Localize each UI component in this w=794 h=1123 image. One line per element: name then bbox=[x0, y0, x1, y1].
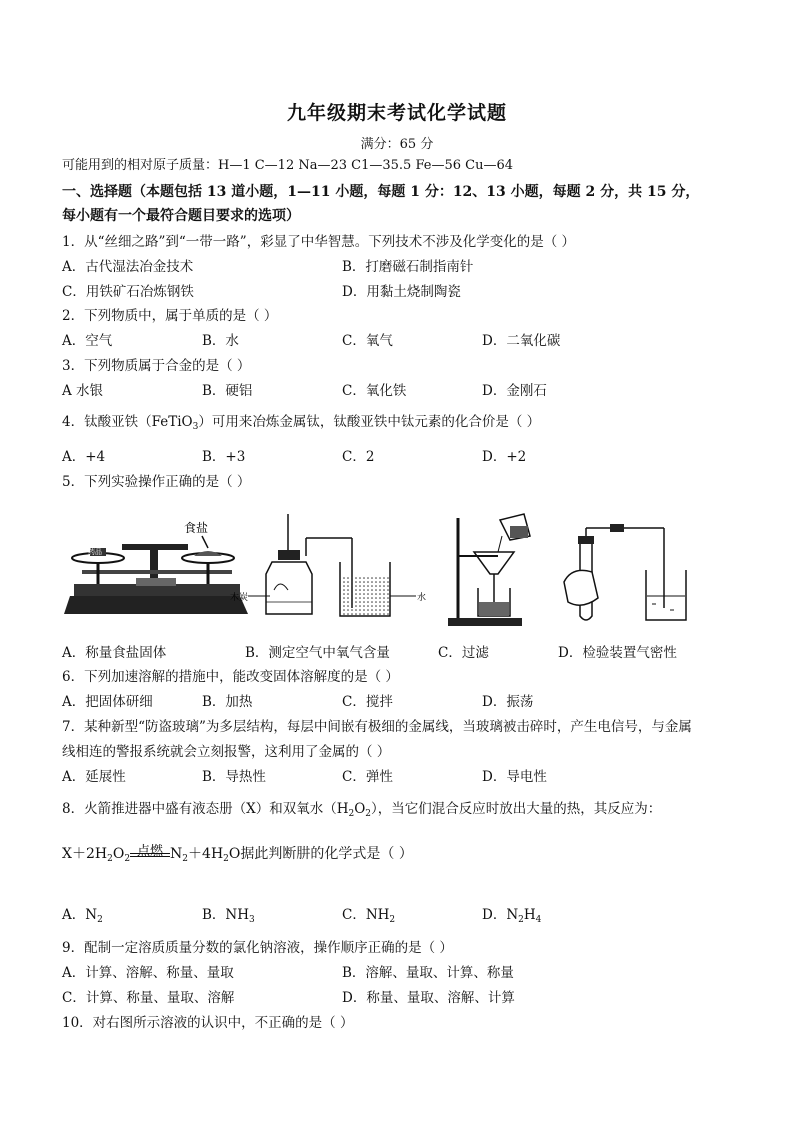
q3-stem: 3．下列物质属于合金的是（ ） bbox=[62, 358, 251, 374]
q6-option-b: B．加热 bbox=[202, 694, 253, 710]
q9-option-b: B．溶解、量取、计算、称量 bbox=[342, 965, 514, 981]
q1-stem: 1．从“丝细之路”到“一带一路”，彩显了中华智慧。下列技术不涉及化学变化的是（ ） bbox=[62, 234, 575, 250]
q10-stem: 10．对右图所示溶液的认识中，不正确的是（ ） bbox=[62, 1015, 354, 1031]
q1-option-d: D．用黏土烧制陶瓷 bbox=[342, 284, 461, 300]
salt-label: 食盐 bbox=[184, 521, 209, 535]
q8-option-b: B．$NH_3$ bbox=[202, 907, 255, 925]
q4-option-d: D．+2 bbox=[482, 449, 527, 465]
q4-stem: 4．钛酸亚铁（FeTiO$_3$）可用来冶炼金属钛，钛酸亚铁中钛元素的化合价是（ ） bbox=[62, 414, 541, 432]
q8-option-a: A．$N_2$ bbox=[62, 907, 103, 925]
q5-option-a: A．称量食盐固体 bbox=[62, 645, 167, 661]
q8-stem: 8．火箭推进器中盛有液态册（X）和双氧水$(H_2O_2)$，当它们混合反应时放出大量的热，其反应为： bbox=[62, 801, 662, 819]
q3-option-a: A 水银 bbox=[62, 383, 104, 399]
q7-option-d: D．导电性 bbox=[482, 769, 547, 785]
eq-products: $N_2+4H_2O$ bbox=[170, 846, 241, 864]
water-label: 水 bbox=[417, 593, 427, 603]
q7-option-b: B．导热性 bbox=[202, 769, 266, 785]
full-score: 满分：65 分 bbox=[360, 137, 434, 152]
airtightness-figure bbox=[560, 520, 700, 628]
q9-option-c: C．计算、称量、量取、溶解 bbox=[62, 990, 235, 1006]
q9-option-d: D．称量、量取、溶解、计算 bbox=[342, 990, 515, 1006]
q2-option-a: A．空气 bbox=[62, 333, 113, 349]
q4-option-b: B．+3 bbox=[202, 449, 246, 465]
filtration-figure bbox=[438, 510, 548, 628]
q6-stem: 6．下列加速溶解的措施中，能改变固体溶解度的是（ ） bbox=[62, 669, 399, 685]
tag-label: 药品 bbox=[88, 548, 102, 556]
q1-option-b: B．打磨磁石制指南针 bbox=[342, 259, 474, 275]
q3-option-c: C．氧化铁 bbox=[342, 383, 407, 399]
q7-option-c: C．弹性 bbox=[342, 769, 393, 785]
q7-stem-line2: 线相连的警报系统就会立刻报警，这利用了金属的（ ） bbox=[62, 744, 391, 760]
q9-option-a: A．计算、溶解、称量、量取 bbox=[62, 965, 234, 981]
q3-option-d: D．金刚石 bbox=[482, 383, 547, 399]
charcoal-label: 木炭 bbox=[230, 593, 249, 603]
q5-stem: 5．下列实验操作正确的是（ ） bbox=[62, 474, 251, 490]
q7-stem-line1: 7．某种新型“防盗玻璃”为多层结构，每层中间嵌有极细的金属线，当玻璃被击碎时，产生电信号，与金属 bbox=[62, 719, 692, 735]
q3-option-b: B．硬铝 bbox=[202, 383, 253, 399]
q1-option-a: A．古代湿法冶金技术 bbox=[62, 259, 194, 275]
q8-option-d: D．$N_2H_4$ bbox=[482, 907, 542, 925]
q9-stem: 9．配制一定溶质质量分数的氯化钠溶液，操作顺序正确的是（ ） bbox=[62, 940, 453, 956]
q5-option-b: B．测定空气中氧气含量 bbox=[245, 645, 390, 661]
q8-option-c: C．$NH_2$ bbox=[342, 907, 396, 925]
q7-option-a: A．延展性 bbox=[62, 769, 126, 785]
atomic-masses: 可能用到的相对原子质量：H—1 C—12 Na—23 C1—35.5 Fe—56 Cu—64 bbox=[62, 158, 513, 173]
q1-option-c: C．用铁矿石冶炼钢铁 bbox=[62, 284, 194, 300]
q6-option-c: C．搅拌 bbox=[342, 694, 393, 710]
q4-option-c: C．2 bbox=[342, 449, 375, 465]
section-heading-line2: 每小题有一个最符合题目要求的选项） bbox=[62, 208, 300, 224]
q2-option-b: B．水 bbox=[202, 333, 239, 349]
q2-option-d: D．二氧化碳 bbox=[482, 333, 561, 349]
q6-option-a: A．把固体研细 bbox=[62, 694, 153, 710]
balance-figure bbox=[62, 518, 252, 620]
eq-reactants: $X+2H_2O_2$ bbox=[62, 846, 131, 864]
q5-option-c: C．过滤 bbox=[438, 645, 489, 661]
q5-option-d: D．检验装置气密性 bbox=[558, 645, 677, 661]
eq-tail: 据此判断肼的化学式是（ ） bbox=[240, 846, 413, 862]
q2-stem: 2．下列物质中，属于单质的是（ ） bbox=[62, 308, 278, 324]
section-heading-line1: 一、选择题（本题包括 13 道小题，1—11 小题，每题 1 分：12、13 小题，每题 2 分，共 15 分， bbox=[62, 184, 700, 200]
reaction-equation bbox=[62, 843, 413, 864]
q4-option-a: A．+4 bbox=[62, 449, 106, 465]
q6-option-d: D．振荡 bbox=[482, 694, 534, 710]
exam-title: 九年级期末考试化学试题 bbox=[286, 102, 507, 124]
q2-option-c: C．氧气 bbox=[342, 333, 393, 349]
oxygen-apparatus-figure bbox=[230, 512, 430, 622]
eq-condition: 点燃 bbox=[137, 844, 164, 859]
